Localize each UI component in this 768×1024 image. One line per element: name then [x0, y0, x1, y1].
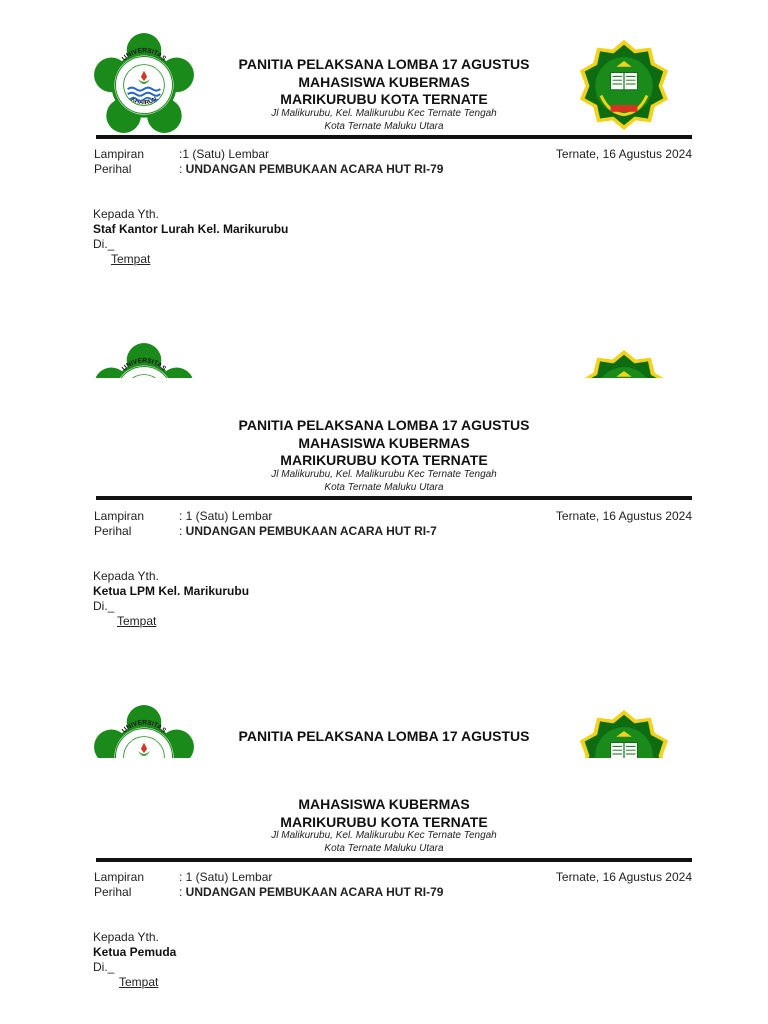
recipient: Staf Kantor Lurah Kel. Marikurubu: [93, 222, 289, 236]
kepada-yth: Kepada Yth.: [93, 207, 159, 221]
perihal-line: [179, 524, 437, 539]
kepada-yth: Kepada Yth.: [93, 930, 159, 944]
lampiran-value: : 1 (Satu) Lembar: [179, 509, 273, 523]
university-emblem-icon: [94, 340, 194, 378]
header-line2: MAHASISWA KUBERMAS: [298, 435, 470, 451]
header-address1: Jl Malikurubu, Kel. Malikurubu Kec Ternate Tengah: [271, 830, 497, 841]
header-line1: PANITIA PELAKSANA LOMBA 17 AGUSTUS: [238, 728, 530, 744]
header-line1: PANITIA PELAKSANA LOMBA 17 AGUSTUS: [238, 417, 530, 433]
header-address1: Jl Malikurubu, Kel. Malikurubu Kec Ternate Tengah: [271, 108, 497, 119]
kepada-yth: Kepada Yth.: [93, 569, 159, 583]
logo-univ-khairun-3: [94, 702, 194, 758]
university-emblem-icon: [94, 702, 194, 758]
recipient: Ketua LPM Kel. Marikurubu: [93, 584, 250, 598]
header-address2: Kota Ternate Maluku Utara: [324, 121, 444, 132]
lampiran-label: Lampiran: [94, 147, 145, 161]
lampiran-label: Lampiran: [94, 509, 145, 523]
header-line3: MARIKURUBU KOTA TERNATE: [280, 814, 488, 830]
perihal-colon: :: [179, 162, 186, 176]
perihal-label: Perihal: [94, 524, 132, 538]
perihal-label: Perihal: [94, 885, 132, 899]
logo-institution-1: [576, 38, 672, 130]
header-line1: PANITIA PELAKSANA LOMBA 17 AGUSTUS: [238, 56, 530, 72]
lampiran-value: : 1 (Satu) Lembar: [179, 870, 273, 884]
tempat: Tempat: [117, 614, 157, 628]
perihal-line: [179, 885, 443, 900]
perihal-line: [179, 162, 443, 177]
letter-date: Ternate, 16 Agustus 2024: [555, 870, 692, 884]
di-label: Di._: [93, 237, 115, 251]
perihal-value: UNDANGAN PEMBUKAAN ACARA HUT RI-79: [185, 885, 444, 899]
institution-emblem-icon: [576, 38, 672, 130]
header-line3: MARIKURUBU KOTA TERNATE: [280, 452, 488, 468]
recipient: Ketua Pemuda: [93, 945, 177, 959]
tempat: Tempat: [119, 975, 159, 989]
di-label: Di._: [93, 960, 115, 974]
institution-emblem-icon: [576, 348, 672, 378]
logo-univ-khairun-2: [94, 340, 194, 378]
header-rule: [96, 135, 692, 139]
institution-emblem-icon: [576, 708, 672, 758]
header-rule: [96, 858, 692, 862]
logo-institution-2: [576, 348, 672, 378]
perihal-label: Perihal: [94, 162, 132, 176]
perihal-colon: :: [179, 524, 186, 538]
lampiran-value: :1 (Satu) Lembar: [179, 147, 270, 161]
perihal-value: UNDANGAN PEMBUKAAN ACARA HUT RI-7: [185, 524, 437, 538]
logo-univ-khairun-1: [94, 30, 194, 136]
header-rule: [96, 496, 692, 500]
header-line3: MARIKURUBU KOTA TERNATE: [280, 91, 488, 107]
letter-date: Ternate, 16 Agustus 2024: [555, 147, 692, 161]
university-emblem-icon: [94, 30, 194, 136]
di-label: Di._: [93, 599, 115, 613]
header-address2: Kota Ternate Maluku Utara: [324, 482, 444, 493]
header-line2: MAHASISWA KUBERMAS: [298, 796, 470, 812]
lampiran-label: Lampiran: [94, 870, 145, 884]
header-line2: MAHASISWA KUBERMAS: [298, 74, 470, 90]
logo-institution-3: [576, 708, 672, 758]
tempat: Tempat: [111, 252, 151, 266]
header-address1: Jl Malikurubu, Kel. Malikurubu Kec Ternate Tengah: [271, 469, 497, 480]
perihal-value: UNDANGAN PEMBUKAAN ACARA HUT RI-79: [185, 162, 444, 176]
perihal-colon: :: [179, 885, 186, 899]
letter-date: Ternate, 16 Agustus 2024: [555, 509, 692, 523]
header-address2: Kota Ternate Maluku Utara: [324, 843, 444, 854]
